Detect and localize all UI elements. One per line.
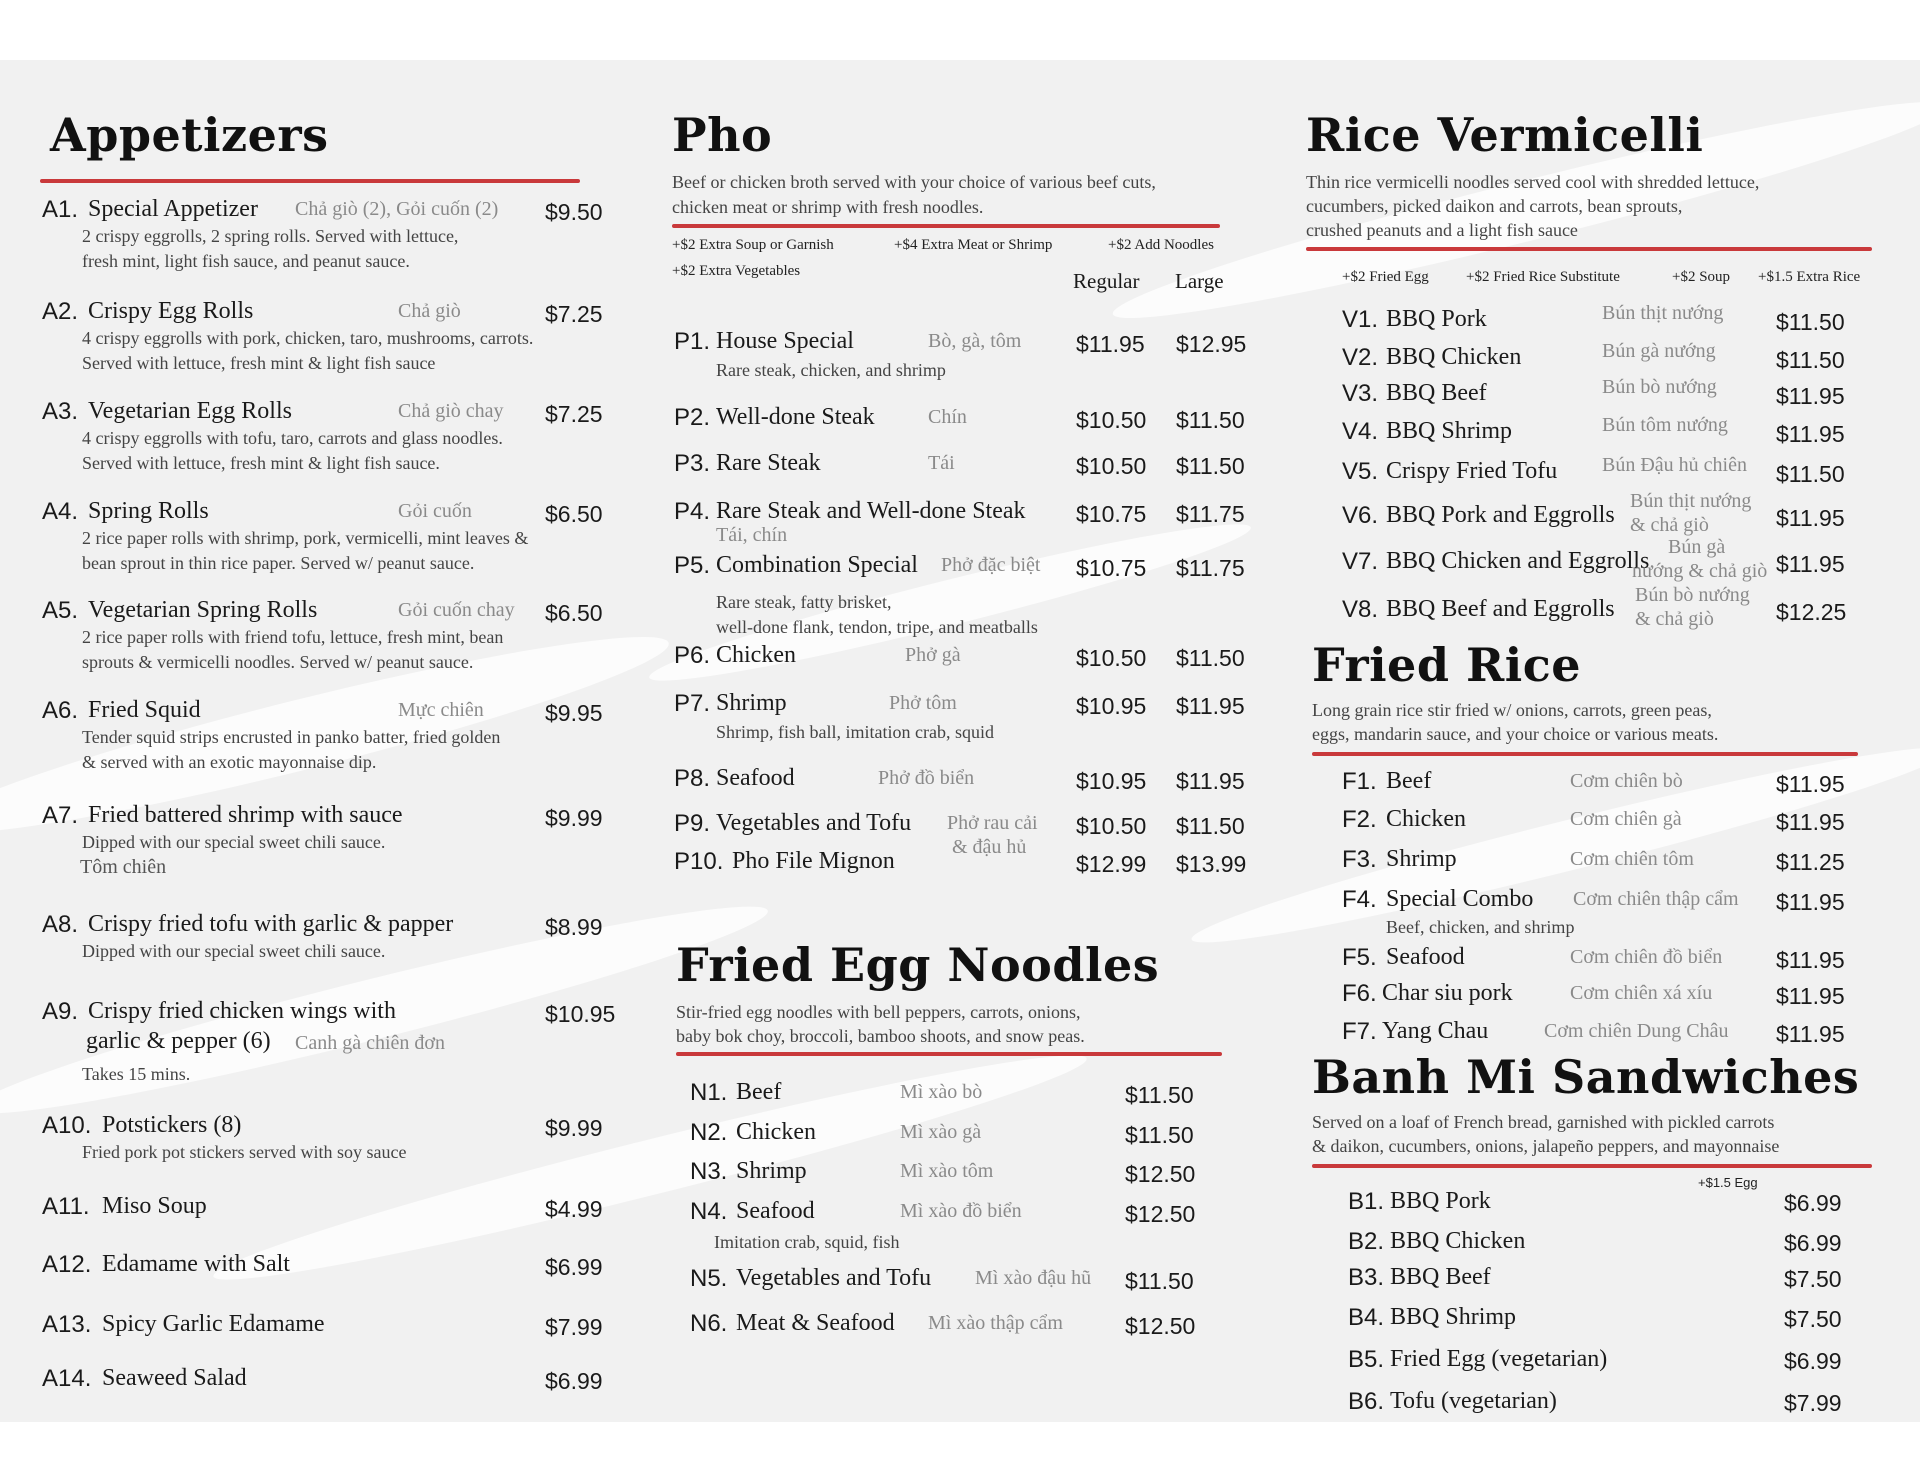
appetizers-column [0, 60, 630, 1422]
item-vietnamese-name: Canh gà chiên đơn [295, 1032, 445, 1054]
item-vietnamese-name: Phở gà [905, 644, 961, 666]
item-code: B5. [1348, 1346, 1385, 1373]
item-price-regular: $10.50 [1076, 813, 1147, 839]
item-name: Vegetarian Egg Rolls [88, 398, 292, 424]
item-code: N4. [690, 1198, 728, 1225]
item-name: Rare Steak [716, 450, 821, 476]
item-name: Vegetables and Tofu [716, 810, 912, 836]
item-code: A11. [42, 1193, 90, 1220]
item-description: 4 crispy eggrolls with pork, chicken, taro, mushrooms, carrots. [82, 328, 534, 348]
item-description: 2 crispy eggrolls, 2 spring rolls. Served with lettuce, [82, 226, 459, 246]
item-name: BBQ Shrimp [1390, 1304, 1517, 1330]
item-name: BBQ Beef [1386, 380, 1487, 406]
vermicelli-extra-rice-sub: +$2 Fried Rice Substitute [1466, 269, 1620, 285]
item-price-large: $12.95 [1176, 331, 1247, 357]
item-code: V3. [1342, 380, 1379, 407]
vermicelli-extra-soup: +$2 Soup [1672, 269, 1731, 285]
item-name: Meat & Seafood [736, 1310, 895, 1336]
item-price: $11.50 [1776, 461, 1845, 487]
pho-add-noodles: +$2 Add Noodles [1108, 237, 1214, 253]
item-price: $12.50 [1125, 1161, 1196, 1187]
item-vietnamese-name: Chả giò (2), Gỏi cuốn (2) [295, 198, 499, 220]
item-name: BBQ Shrimp [1386, 418, 1513, 444]
item-code: F5. [1342, 944, 1377, 971]
item-vietnamese-name: & chả giò [1635, 608, 1714, 630]
item-vietnamese-name: Gỏi cuốn chay [398, 599, 515, 621]
item-code: B4. [1348, 1304, 1385, 1331]
item-vietnamese-name: Bún Đậu hủ chiên [1602, 454, 1747, 476]
item-name: Chicken [716, 642, 796, 668]
item-name: Crispy Egg Rolls [88, 298, 254, 324]
item-name: BBQ Beef [1390, 1264, 1491, 1290]
item-code: V1. [1342, 306, 1379, 333]
item-code: A3. [42, 398, 79, 425]
item-code: V4. [1342, 418, 1379, 445]
item-description: Rare steak, chicken, and shrimp [716, 360, 946, 380]
item-code: P6. [674, 642, 711, 669]
item-price: $7.99 [1784, 1390, 1842, 1416]
item-name: Beef [736, 1079, 782, 1105]
item-vietnamese-name: Phở đặc biệt [941, 554, 1041, 576]
item-code: N6. [690, 1310, 728, 1337]
item-price: $11.95 [1776, 889, 1845, 915]
item-name: BBQ Chicken [1390, 1228, 1526, 1254]
item-name: Seafood [1386, 944, 1465, 970]
item-code: P5. [674, 552, 711, 579]
item-code: F6. [1342, 980, 1377, 1007]
item-price: $7.25 [545, 401, 603, 427]
item-description: Dipped with our special sweet chili sauce. [82, 941, 386, 961]
item-price: $11.50 [1125, 1122, 1194, 1148]
item-price: $11.95 [1776, 505, 1845, 531]
pho-column [660, 60, 1270, 1422]
item-vietnamese-name: Mì xào tôm [900, 1160, 994, 1182]
item-price: $11.95 [1776, 551, 1845, 577]
item-price: $11.95 [1776, 983, 1845, 1009]
item-name: Vegetables and Tofu [736, 1265, 932, 1291]
fried-rice-description-line: eggs, mandarin sauce, and your choice or various meats. [1312, 724, 1719, 744]
item-code: P7. [674, 690, 711, 717]
item-name: Chicken [1386, 806, 1466, 832]
item-code: A9. [42, 998, 79, 1025]
item-name: Special Appetizer [88, 196, 258, 222]
item-vietnamese-name: Bún thịt nướng [1630, 490, 1752, 512]
item-price: $11.95 [1776, 421, 1845, 447]
item-name: Seafood [716, 765, 795, 791]
item-name: BBQ Beef and Eggrolls [1386, 596, 1615, 622]
item-code: A12. [42, 1251, 92, 1278]
right-column [1290, 60, 1920, 1422]
item-name: House Special [716, 328, 854, 354]
item-price-regular: $10.75 [1076, 555, 1147, 581]
vermicelli-extra-egg: +$2 Fried Egg [1342, 269, 1429, 285]
item-name: Fried battered shrimp with sauce [88, 802, 403, 828]
item-code: F1. [1342, 768, 1377, 795]
noodles-title: Fried Egg Noodles [676, 938, 1160, 992]
item-code: A2. [42, 298, 79, 325]
item-price: $6.50 [545, 600, 603, 626]
item-code: P9. [674, 810, 711, 837]
item-price: $9.50 [545, 199, 603, 225]
item-vietnamese-name: Tôm chiên [80, 856, 167, 878]
vermicelli-title: Rice Vermicelli [1306, 108, 1704, 162]
item-vietnamese-name: Cơm chiên bò [1570, 770, 1683, 792]
item-code: V8. [1342, 596, 1379, 623]
item-price-large: $13.99 [1176, 851, 1247, 877]
item-code: N3. [690, 1158, 728, 1185]
item-price-large: $11.50 [1176, 645, 1245, 671]
item-price-large: $11.50 [1176, 453, 1245, 479]
item-price: $12.50 [1125, 1201, 1196, 1227]
item-price-regular: $10.50 [1076, 645, 1147, 671]
item-vietnamese-name: Chín [928, 406, 967, 428]
item-code: B1. [1348, 1188, 1385, 1215]
large-column-header: Large [1175, 269, 1224, 293]
item-description: sprouts & vermicelli noodles. Served w/ peanut sauce. [82, 652, 474, 672]
red-rule [40, 179, 580, 183]
item-code: N5. [690, 1265, 728, 1292]
item-name: Fried Squid [88, 697, 201, 723]
item-description: Beef, chicken, and shrimp [1386, 917, 1575, 937]
fried-rice-title: Fried Rice [1312, 638, 1581, 692]
item-price: $7.25 [545, 301, 603, 327]
item-code: A13. [42, 1311, 92, 1338]
item-code: P10. [674, 848, 724, 875]
item-price: $6.99 [1784, 1348, 1842, 1374]
item-price: $11.95 [1776, 947, 1845, 973]
item-code: V6. [1342, 502, 1379, 529]
item-price-regular: $10.75 [1076, 501, 1147, 527]
item-price: $7.99 [545, 1314, 603, 1340]
item-price: $7.50 [1784, 1266, 1842, 1292]
item-name: Spicy Garlic Edamame [102, 1311, 325, 1337]
vermicelli-description-line: crushed peanuts and a light fish sauce [1306, 220, 1578, 240]
item-vietnamese-name: Bò, gà, tôm [928, 330, 1022, 352]
item-name: Yang Chau [1382, 1018, 1489, 1044]
item-name: BBQ Chicken and Eggrolls [1386, 548, 1650, 574]
item-price: $9.99 [545, 1115, 603, 1141]
item-name: Vegetarian Spring Rolls [88, 597, 318, 623]
item-description: 2 rice paper rolls with friend tofu, lettuce, fresh mint, bean [82, 627, 504, 647]
item-name: Tofu (vegetarian) [1390, 1388, 1557, 1414]
item-code: V7. [1342, 548, 1379, 575]
pho-description-line: chicken meat or shrimp with fresh noodles. [672, 197, 984, 217]
item-vietnamese-name: Bún bò nướng [1602, 376, 1717, 398]
item-code: P3. [674, 450, 711, 477]
item-vietnamese-name: Tái [928, 452, 955, 474]
item-vietnamese-name: Cơm chiên thập cẩm [1573, 888, 1739, 910]
item-price: $11.25 [1776, 849, 1845, 875]
item-code: P8. [674, 765, 711, 792]
item-price: $11.95 [1776, 1021, 1845, 1047]
item-vietnamese-name: Cơm chiên Dung Châu [1544, 1020, 1729, 1042]
item-price-large: $11.50 [1176, 813, 1245, 839]
vermicelli-extra-rice: +$1.5 Extra Rice [1758, 269, 1861, 285]
item-code: P2. [674, 404, 711, 431]
item-code: F3. [1342, 846, 1377, 873]
item-price: $6.50 [545, 501, 603, 527]
pho-extra-meat: +$4 Extra Meat or Shrimp [894, 237, 1053, 253]
item-description: Dipped with our special sweet chili sauce. [82, 832, 386, 852]
vermicelli-description-line: cucumbers, picked daikon and carrots, bean sprouts, [1306, 196, 1683, 216]
item-vietnamese-name: Cơm chiên tôm [1570, 848, 1694, 870]
item-code: F2. [1342, 806, 1377, 833]
item-price-regular: $10.95 [1076, 693, 1147, 719]
item-price-large: $11.95 [1176, 768, 1245, 794]
item-vietnamese-name: Bún gà nướng [1602, 340, 1716, 362]
item-description: fresh mint, light fish sauce, and peanut sauce. [82, 251, 410, 271]
noodles-description-line: Stir-fried egg noodles with bell peppers, carrots, onions, [676, 1002, 1081, 1022]
item-code: A7. [42, 802, 79, 829]
item-price: $11.50 [1776, 309, 1845, 335]
egg-addon-note: +$1.5 Egg [1698, 1175, 1758, 1190]
item-vietnamese-name: Chả giò chay [398, 400, 504, 422]
item-code: A10. [42, 1112, 92, 1139]
item-price-regular: $12.99 [1076, 851, 1147, 877]
item-price-large: $11.75 [1176, 555, 1245, 581]
item-vietnamese-name: Mì xào thập cẩm [928, 1312, 1063, 1334]
item-name: Char siu pork [1382, 980, 1513, 1006]
item-vietnamese-name: Phở tôm [889, 692, 957, 714]
item-description: Takes 15 mins. [82, 1064, 191, 1084]
item-name: Special Combo [1386, 886, 1534, 912]
item-price-regular: $10.50 [1076, 407, 1147, 433]
item-code: B2. [1348, 1228, 1385, 1255]
item-vietnamese-name: Mực chiên [398, 699, 484, 721]
item-vietnamese-name: Phở rau cải [947, 812, 1038, 834]
item-code: N2. [690, 1119, 728, 1146]
item-price: $9.95 [545, 700, 603, 726]
item-description: Fried pork pot stickers served with soy sauce [82, 1142, 407, 1162]
item-vietnamese-name: Cơm chiên xá xíu [1570, 982, 1713, 1004]
item-price-large: $11.75 [1176, 501, 1245, 527]
menu-sheet [0, 60, 1920, 1422]
item-price: $8.99 [545, 914, 603, 940]
pho-extra-vegetables: +$2 Extra Vegetables [672, 263, 801, 279]
item-name: Crispy Fried Tofu [1386, 458, 1558, 484]
item-vietnamese-name: Phở đồ biển [878, 767, 975, 789]
item-code: A8. [42, 911, 79, 938]
item-code: B3. [1348, 1264, 1385, 1291]
item-description: Shrimp, fish ball, imitation crab, squid [716, 722, 994, 742]
item-price: $11.50 [1125, 1082, 1194, 1108]
item-price-large: $11.50 [1176, 407, 1245, 433]
item-name: Fried Egg (vegetarian) [1390, 1346, 1608, 1372]
item-name: Shrimp [716, 690, 787, 716]
item-description: Served with lettuce, fresh mint & light fish sauce [82, 353, 436, 373]
pho-description-line: Beef or chicken broth served with your choice of various beef cuts, [672, 172, 1156, 192]
item-price: $6.99 [545, 1254, 603, 1280]
item-vietnamese-name: Mì xào gà [900, 1121, 982, 1143]
item-price: $12.25 [1776, 599, 1847, 625]
item-code: V2. [1342, 344, 1379, 371]
item-description: & served with an exotic mayonnaise dip. [82, 752, 377, 772]
item-code: B6. [1348, 1388, 1385, 1415]
item-name: Beef [1386, 768, 1432, 794]
item-price: $6.99 [1784, 1190, 1842, 1216]
item-price: $6.99 [545, 1368, 603, 1394]
item-name: Crispy fried tofu with garlic & papper [88, 911, 454, 937]
item-description: 4 crispy eggrolls with tofu, taro, carrots and glass noodles. [82, 428, 503, 448]
item-code: P1. [674, 328, 711, 355]
item-vietnamese-name: Cơm chiên gà [1570, 808, 1682, 830]
item-code: A6. [42, 697, 79, 724]
item-description: Rare steak, fatty brisket, [716, 592, 892, 612]
item-vietnamese-name: Mì xào đồ biển [900, 1200, 1022, 1222]
item-price: $6.99 [1784, 1230, 1842, 1256]
item-vietnamese-name: & đậu hủ [952, 836, 1027, 858]
item-code: A4. [42, 498, 79, 525]
item-description: well-done flank, tendon, tripe, and meatballs [716, 617, 1038, 637]
item-price-regular: $11.95 [1076, 331, 1145, 357]
item-name: BBQ Pork [1390, 1188, 1491, 1214]
item-name: Rare Steak and Well-done Steak [716, 498, 1026, 524]
item-name: Edamame with Salt [102, 1251, 290, 1277]
item-description: Imitation crab, squid, fish [714, 1232, 900, 1252]
item-vietnamese-name: Gỏi cuốn [398, 500, 472, 522]
item-vietnamese-name: Mì xào đậu hũ [975, 1267, 1092, 1289]
item-vietnamese-name: nướng & chả giò [1632, 560, 1768, 582]
item-vietnamese-name: Bún gà [1668, 536, 1726, 558]
item-price: $7.50 [1784, 1306, 1842, 1332]
item-price: $10.95 [545, 1001, 616, 1027]
banh-mi-description-line: & daikon, cucumbers, onions, jalapeño peppers, and mayonnaise [1312, 1136, 1780, 1156]
item-name: BBQ Pork and Eggrolls [1386, 502, 1615, 528]
item-price: $4.99 [545, 1196, 603, 1222]
item-code: A1. [42, 196, 79, 223]
item-name: Miso Soup [102, 1193, 207, 1219]
item-code: A5. [42, 597, 79, 624]
item-vietnamese-name: Chả giò [398, 300, 461, 322]
item-price-regular: $10.50 [1076, 453, 1147, 479]
red-rule [672, 224, 1220, 228]
red-rule [1312, 752, 1858, 756]
item-name: Spring Rolls [88, 498, 209, 524]
pho-extra-soup: +$2 Extra Soup or Garnish [672, 237, 834, 253]
item-code: F7. [1342, 1018, 1377, 1045]
item-price: $11.95 [1776, 771, 1845, 797]
fried-rice-description-line: Long grain rice stir fried w/ onions, carrots, green peas, [1312, 700, 1712, 720]
item-name: Shrimp [736, 1158, 807, 1184]
item-name: Seaweed Salad [102, 1365, 247, 1391]
item-vietnamese-name: Bún thịt nướng [1602, 302, 1724, 324]
item-vietnamese-name: Mì xào bò [900, 1081, 983, 1103]
item-name: BBQ Chicken [1386, 344, 1522, 370]
red-rule [676, 1052, 1222, 1056]
item-price-regular: $10.95 [1076, 768, 1147, 794]
banh-mi-description-line: Served on a loaf of French bread, garnished with pickled carrots [1312, 1112, 1775, 1132]
item-name: BBQ Pork [1386, 306, 1487, 332]
item-vietnamese-name: & chả giò [1630, 514, 1709, 536]
item-name: Well-done Steak [716, 404, 875, 430]
item-vietnamese-name: Tái, chín [716, 524, 788, 546]
item-name: Combination Special [716, 552, 918, 578]
item-name: Potstickers (8) [102, 1112, 242, 1138]
item-code: N1. [690, 1079, 728, 1106]
item-code: A14. [42, 1365, 92, 1392]
item-vietnamese-name: Cơm chiên đồ biển [1570, 946, 1723, 968]
item-name: Crispy fried chicken wings with [88, 998, 396, 1024]
pho-title: Pho [672, 108, 773, 162]
item-name: garlic & pepper (6) [86, 1028, 271, 1054]
item-vietnamese-name: Bún bò nướng [1635, 584, 1750, 606]
item-price: $11.50 [1125, 1268, 1194, 1294]
appetizers-title: Appetizers [50, 108, 329, 162]
regular-column-header: Regular [1073, 269, 1140, 293]
item-code: V5. [1342, 458, 1379, 485]
banh-mi-title: Banh Mi Sandwiches [1312, 1050, 1860, 1104]
item-description: bean sprout in thin rice paper. Served w/ peanut sauce. [82, 553, 475, 573]
item-code: P4. [674, 498, 711, 525]
item-name: Shrimp [1386, 846, 1457, 872]
item-price: $9.99 [545, 805, 603, 831]
item-price: $11.50 [1776, 347, 1845, 373]
item-description: 2 rice paper rolls with shrimp, pork, vermicelli, mint leaves & [82, 528, 529, 548]
noodles-description-line: baby bok choy, broccoli, bamboo shoots, and snow peas. [676, 1026, 1085, 1046]
item-description: Tender squid strips encrusted in panko batter, fried golden [82, 727, 501, 747]
item-code: F4. [1342, 886, 1377, 913]
red-rule [1312, 1164, 1872, 1168]
item-description: Served with lettuce, fresh mint & light fish sauce. [82, 453, 440, 473]
item-name: Chicken [736, 1119, 816, 1145]
item-price-large: $11.95 [1176, 693, 1245, 719]
item-price: $11.95 [1776, 809, 1845, 835]
item-name: Pho File Mignon [732, 848, 895, 874]
item-price: $12.50 [1125, 1313, 1196, 1339]
item-price: $11.95 [1776, 383, 1845, 409]
red-rule [1306, 247, 1872, 251]
item-name: Seafood [736, 1198, 815, 1224]
item-vietnamese-name: Bún tôm nướng [1602, 414, 1728, 436]
vermicelli-description-line: Thin rice vermicelli noodles served cool with shredded lettuce, [1306, 172, 1760, 192]
